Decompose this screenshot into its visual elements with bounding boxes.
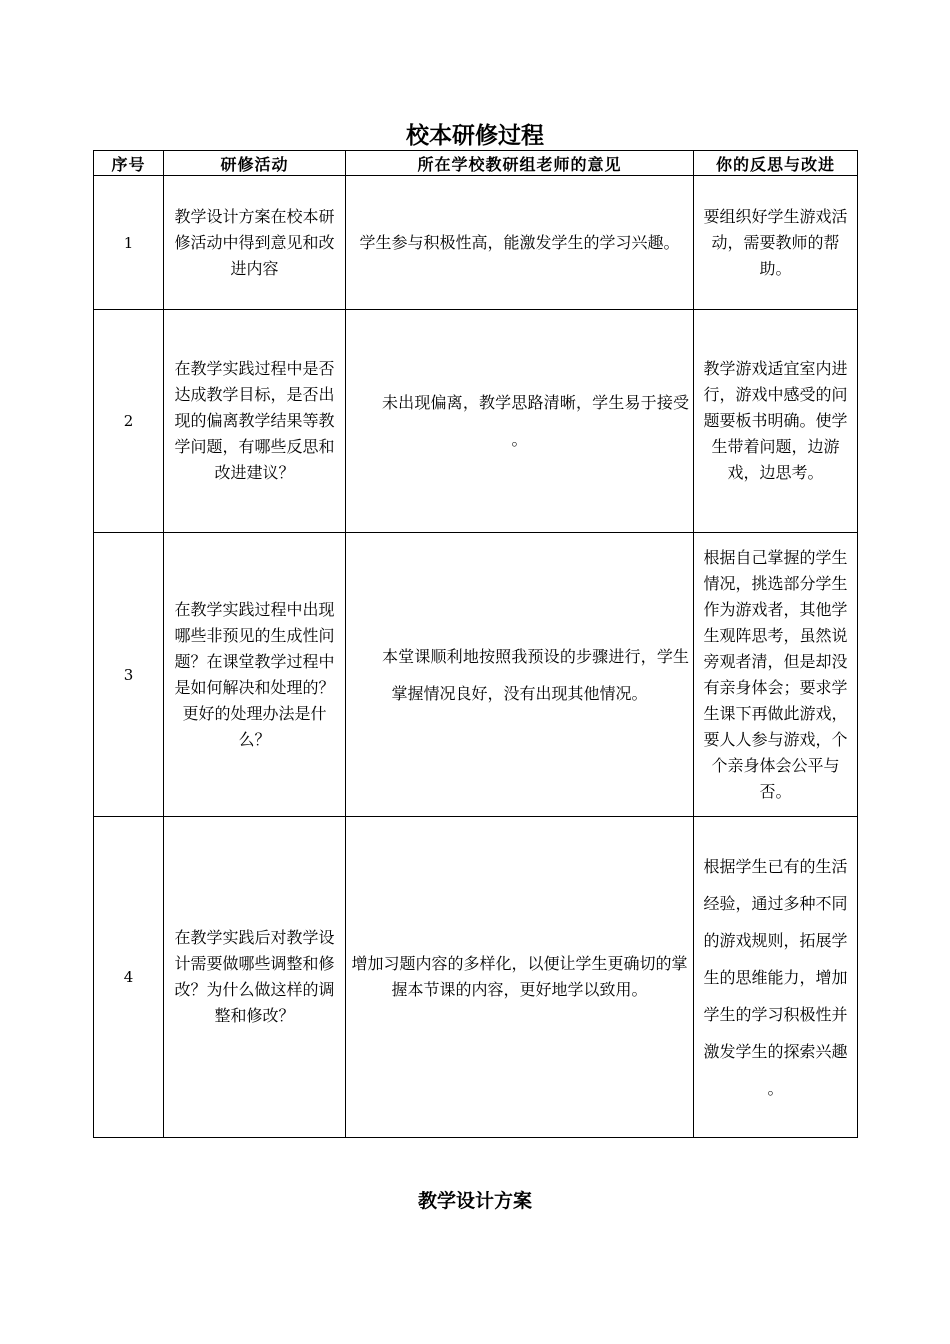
row-opinion: 本堂课顺利地按照我预设的步骤进行，学生掌握情况良好，没有出现其他情况。 (346, 533, 694, 817)
table-header-row (94, 151, 858, 176)
section-title: 教学设计方案 (417, 1190, 532, 1212)
row-opinion: 增加习题内容的多样化，以便让学生更确切的掌握本节课的内容，更好地学以致用。 (346, 817, 694, 1138)
table-row (94, 533, 858, 817)
header-number: 序号 (94, 151, 164, 176)
research-process-table (93, 150, 858, 1138)
row-opinion: 未出现偏离，教学思路清晰，学生易于接受 。 (346, 310, 694, 533)
table-row (94, 176, 858, 310)
row-number: 1 (94, 176, 164, 310)
row-reflection: 根据自己掌握的学生情况，挑选部分学生作为游戏者，其他学生观阵思考，虽然说旁观者清，但是却没有亲身体会；要求学生课下再做此游戏，要人人参与游戏，个个亲身体会公平与否。 (694, 533, 858, 817)
page-title: 校本研修过程 (406, 123, 544, 149)
row-opinion: 学生参与积极性高，能激发学生的学习兴趣。 (346, 176, 694, 310)
row-activity: 在教学实践过程中出现哪些非预见的生成性问题？在课堂教学过程中是如何解决和处理的？更好的处理办法是什么？ (164, 533, 346, 817)
header-opinion: 所在学校教研组老师的意见 (346, 151, 694, 176)
row-activity: 在教学实践后对教学设计需要做哪些调整和修改？为什么做这样的调整和修改？ (164, 817, 346, 1138)
table-row (94, 817, 858, 1138)
row-number: 2 (94, 310, 164, 533)
table-row (94, 310, 858, 533)
row-reflection: 要组织好学生游戏活动，需要教师的帮助。 (694, 176, 858, 310)
header-reflection: 你的反思与改进 (694, 151, 858, 176)
row-number: 3 (94, 533, 164, 817)
row-reflection: 根据学生已有的生活经验，通过多种不同的游戏规则，拓展学生的思维能力，增加学生的学习积极性并激发学生的探索兴趣 。 (694, 817, 858, 1138)
row-activity: 教学设计方案在校本研修活动中得到意见和改进内容 (164, 176, 346, 310)
header-activity: 研修活动 (164, 151, 346, 176)
row-activity: 在教学实践过程中是否达成教学目标，是否出现的偏离教学结果等教学问题，有哪些反思和改进建议？ (164, 310, 346, 533)
row-reflection: 教学游戏适宜室内进行，游戏中感受的问题要板书明确。使学生带着问题，边游戏，边思考。 (694, 310, 858, 533)
row-number: 4 (94, 817, 164, 1138)
